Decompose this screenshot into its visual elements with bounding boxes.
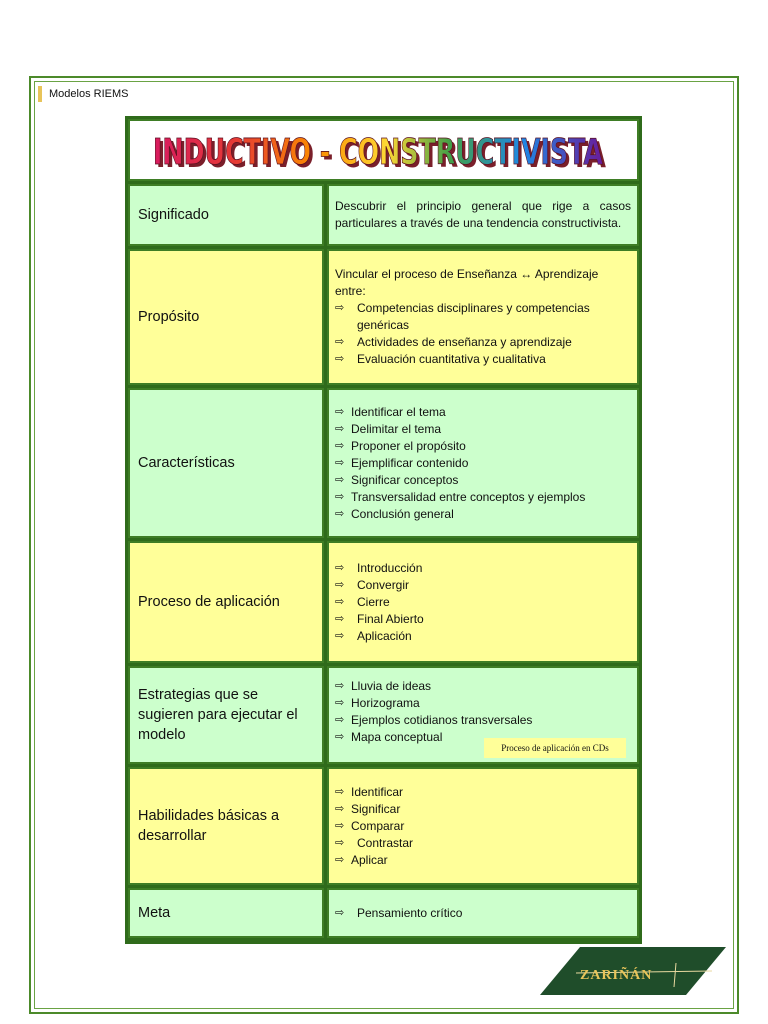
list-item: ⇨ Identificar el tema <box>335 404 446 419</box>
list-item: ⇨ Final Abierto <box>335 611 424 626</box>
row-content <box>327 541 639 663</box>
arrow-right-outline-icon: ⇨ <box>335 731 345 743</box>
table-title-row <box>128 119 639 181</box>
intro-tail-text: Aprendizaje entre: <box>335 267 599 298</box>
list-item: ⇨ Competencias disciplinares y competencias genéricas <box>335 301 590 332</box>
arrow-right-outline-icon: ⇨ <box>335 785 345 798</box>
arrow-right-outline-icon: ⇨ <box>335 422 345 435</box>
arrow-right-outline-icon: ⇨ <box>335 836 345 849</box>
significado-text: Descubrir el principio general que rige a casos particulares a través de una tendencia constructivista. <box>335 199 631 230</box>
header-marker <box>38 86 42 102</box>
arrow-right-outline-icon: ⇨ <box>335 473 345 486</box>
row-label: Proceso de aplicación <box>128 541 324 663</box>
arrow-right-outline-icon: ⇨ <box>335 561 345 574</box>
double-arrow-icon: ↔ <box>520 267 533 281</box>
row-content <box>327 249 639 385</box>
list-item: ⇨ Ejemplos cotidianos transversales <box>335 713 533 727</box>
arrow-right-outline-icon: ⇨ <box>335 802 345 815</box>
header-title: Modelos RIEMS <box>49 88 129 100</box>
zarinan-logo <box>540 945 726 997</box>
arrow-right-outline-icon: ⇨ <box>335 507 345 520</box>
arrow-right-outline-icon: ⇨ <box>335 578 345 591</box>
title-text: INDUCTIVO - CONSTRUCTIVISTA <box>152 132 603 173</box>
list-item: ⇨ Delimitar el tema <box>335 421 442 436</box>
table-row-meta <box>128 888 639 938</box>
arrow-right-outline-icon: ⇨ <box>335 629 345 642</box>
list-item: ⇨ Significar conceptos <box>335 472 459 487</box>
title-shadow: INDUCTIVO - CONSTRUCTIVISTA <box>155 135 606 173</box>
arrow-right-outline-icon: ⇨ <box>335 353 345 365</box>
arrow-right-outline-icon: ⇨ <box>335 490 345 503</box>
list-item: ⇨ Significar <box>335 801 401 816</box>
arrow-right-outline-icon: ⇨ <box>335 714 345 726</box>
arrow-right-outline-icon: ⇨ <box>335 853 345 866</box>
list-item: ⇨ Lluvia de ideas <box>335 679 432 693</box>
list-item: ⇨ Contrastar <box>335 835 414 850</box>
arrow-right-outline-icon: ⇨ <box>335 405 345 418</box>
arrow-right-outline-icon: ⇨ <box>335 697 345 709</box>
list-item: ⇨ Evaluación cuantitativa y cualitativa <box>335 352 546 366</box>
table-row-significado <box>128 184 639 246</box>
row-label: Propósito <box>128 249 324 385</box>
cd-note: Proceso de aplicación en CDs <box>484 738 626 758</box>
list-item: ⇨ Convergir <box>335 577 410 592</box>
list-item: ⇨ Actividades de enseñanza y aprendizaje <box>335 335 572 349</box>
list-item: ⇨ Horizograma <box>335 696 420 710</box>
title-wordart <box>149 127 619 173</box>
model-table <box>125 116 642 944</box>
arrow-right-outline-icon: ⇨ <box>335 819 345 832</box>
list-item: ⇨ Cierre <box>335 594 390 609</box>
table-row-caracteristicas <box>128 388 639 538</box>
proposito-intro <box>335 266 631 300</box>
row-label: Habilidades básicas a desarrollar <box>128 767 324 885</box>
row-content <box>327 184 639 246</box>
arrow-right-outline-icon: ⇨ <box>335 612 345 625</box>
row-content <box>327 888 639 938</box>
list-item: ⇨ Proponer el propósito <box>335 438 466 453</box>
list-item: ⇨ Pensamiento crítico <box>335 905 463 920</box>
arrow-right-outline-icon: ⇨ <box>335 595 345 608</box>
arrow-right-outline-icon: ⇨ <box>335 906 345 919</box>
row-label: Meta <box>128 888 324 938</box>
arrow-right-outline-icon: ⇨ <box>335 439 345 452</box>
row-label: Significado <box>128 184 324 246</box>
list-item: ⇨ Mapa conceptual <box>335 730 443 744</box>
list-item: ⇨ Comparar <box>335 818 405 833</box>
arrow-right-outline-icon: ⇨ <box>335 302 345 314</box>
arrow-right-outline-icon: ⇨ <box>335 680 345 692</box>
list-item: ⇨ Aplicar <box>335 852 388 867</box>
table-row-proposito <box>128 249 639 385</box>
list-item: ⇨ Identificar <box>335 784 404 799</box>
arrow-right-outline-icon: ⇨ <box>335 456 345 469</box>
row-label: Características <box>128 388 324 538</box>
list-item: ⇨ Ejemplificar contenido <box>335 455 469 470</box>
table-row-habilidades <box>128 767 639 885</box>
row-label: Estrategias que se sugieren para ejecutar el modelo <box>128 666 324 764</box>
list-item: ⇨ Conclusión general <box>335 506 454 521</box>
table-row-proceso <box>128 541 639 663</box>
row-content <box>327 388 639 538</box>
intro-text: Vincular el proceso de Enseñanza <box>335 267 517 281</box>
arrow-right-outline-icon: ⇨ <box>335 336 345 348</box>
list-item: ⇨ Transversalidad entre conceptos y ejemplos <box>335 489 586 504</box>
row-content <box>327 767 639 885</box>
logo-text: ZARIÑÁN <box>580 968 653 983</box>
list-item: ⇨ Introducción <box>335 560 423 575</box>
list-item: ⇨ Aplicación <box>335 628 412 643</box>
